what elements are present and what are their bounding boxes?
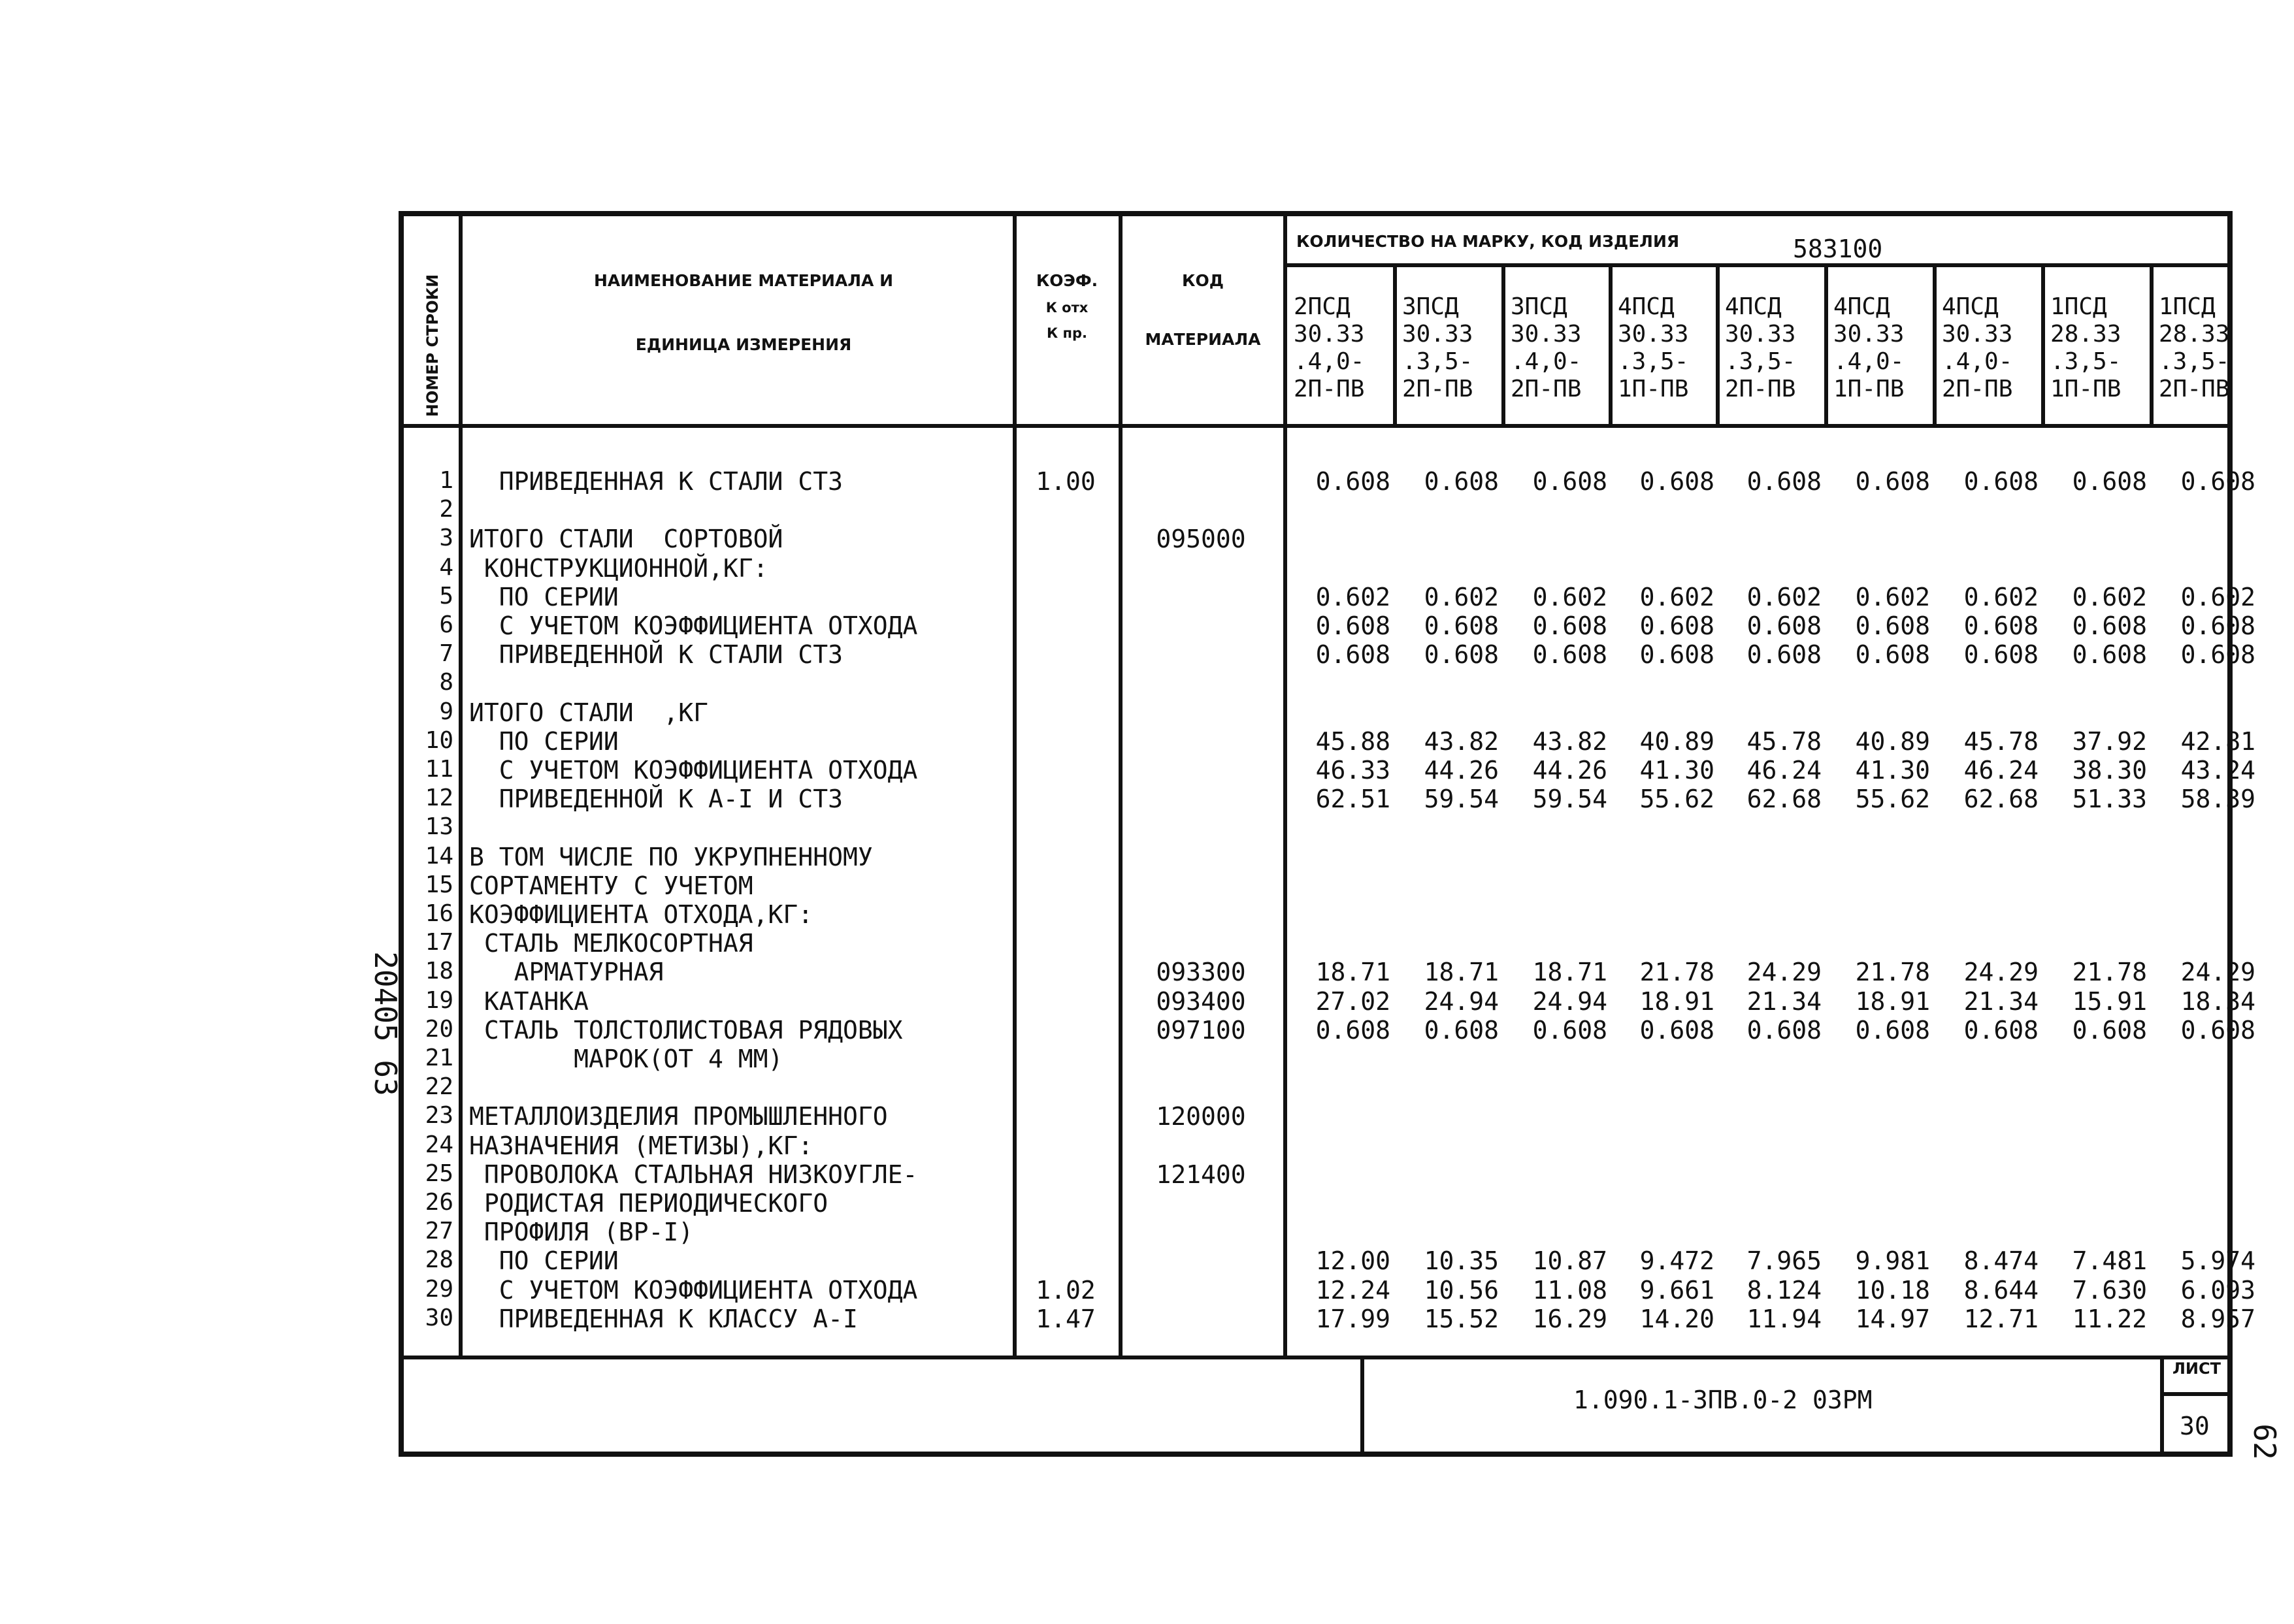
column-header: [1511, 293, 1581, 403]
divider: [2041, 263, 2045, 427]
row-number: 3: [439, 525, 453, 552]
material-name: МЕТАЛЛОИЗДЕЛИЯ ПРОМЫШЛЕННОГО: [469, 1102, 888, 1131]
name-header: [489, 271, 998, 291]
material-name: НАЗНАЧЕНИЯ (МЕТИЗЫ),КГ:: [469, 1131, 813, 1160]
column-header-line: 30.33: [1833, 321, 1905, 348]
quantity-value: 62.68: [1746, 785, 1822, 814]
quantity-value: 59.54: [1532, 785, 1607, 814]
quantity-value: 5.974: [2180, 1246, 2255, 1276]
column-header: [1294, 293, 1364, 403]
quantity-value: 8.124: [1746, 1275, 1822, 1305]
quantity-value: 0.608: [1746, 467, 1822, 496]
quantity-value: 40.89: [1639, 726, 1714, 756]
quantity-value: 0.602: [2072, 582, 2147, 611]
column-header-line: .3,5-: [2050, 348, 2122, 375]
divider: [1013, 216, 1017, 1359]
divider: [1716, 263, 1720, 427]
column-header-line: 28.33: [2050, 321, 2122, 348]
quantity-value: 58.39: [2180, 785, 2255, 814]
divider: [1824, 263, 1828, 427]
quantity-value: 18.71: [1532, 958, 1607, 987]
material-name: ПРИВЕДЕННОЙ К А-I И СТ3: [469, 785, 843, 814]
material-name: ИТОГО СТАЛИ ,КГ: [469, 698, 709, 727]
quantity-value: 0.608: [2072, 1015, 2147, 1045]
quantity-value: 18.34: [2180, 986, 2255, 1016]
quantity-value: 0.608: [1639, 640, 1714, 670]
quantity-value: 0.608: [1315, 467, 1390, 496]
quantity-value: 0.608: [1855, 640, 1930, 670]
column-header-line: 4ПСД: [1942, 293, 1999, 320]
divider: [1501, 263, 1505, 427]
quantity-value: 62.51: [1315, 785, 1390, 814]
code-header-line-2: МАТЕРИАЛА: [1145, 330, 1261, 349]
quantity-value: 0.608: [1532, 611, 1607, 640]
row-number: 14: [425, 842, 453, 869]
divider: [1393, 263, 1397, 427]
quantity-value: 0.608: [2072, 640, 2147, 670]
column-header-line: 30.33: [1402, 321, 1473, 348]
coef-header-line-1: КОЭФ.: [1036, 271, 1098, 290]
quantity-value: 15.91: [2072, 986, 2147, 1016]
quantity-value: 14.20: [1639, 1304, 1714, 1333]
row-number: 28: [425, 1246, 453, 1274]
quantity-value: 7.965: [1746, 1246, 1822, 1276]
code-header-line-1: КОД: [1182, 271, 1224, 290]
quantity-value: 0.608: [1424, 611, 1499, 640]
material-name: ПО СЕРИИ: [469, 726, 619, 756]
quantity-value: 44.26: [1532, 756, 1607, 785]
column-header-line: 1П-ПВ: [1833, 376, 1905, 402]
sheet-label: ЛИСТ: [2172, 1359, 2221, 1378]
quantity-value: 62.68: [1963, 785, 2039, 814]
column-header-line: .4,0-: [1942, 348, 2013, 375]
column-header-line: 1П-ПВ: [2050, 376, 2122, 402]
quantity-value: 0.608: [1963, 611, 2039, 640]
quantity-value: 12.24: [1315, 1275, 1390, 1305]
row-number: 8: [439, 669, 453, 696]
quantity-value: 9.661: [1639, 1275, 1714, 1305]
left-margin-note: 20405 63: [368, 951, 403, 1096]
row-number: 21: [425, 1045, 453, 1071]
row-number: 9: [439, 698, 453, 725]
quantity-value: 6.093: [2180, 1275, 2255, 1305]
quantity-value: 17.99: [1315, 1304, 1390, 1333]
column-header: [1618, 293, 1688, 403]
quantity-value: 0.608: [1963, 467, 2039, 496]
quantity-value: 18.91: [1639, 986, 1714, 1016]
quantity-value: 7.630: [2072, 1275, 2147, 1305]
column-header-line: 2П-ПВ: [1725, 376, 1796, 402]
divider: [1119, 216, 1122, 1359]
row-number: 6: [439, 611, 453, 638]
quantity-value: 0.608: [1963, 640, 2039, 670]
quantity-value: 0.608: [1639, 611, 1714, 640]
row-number: 29: [425, 1275, 453, 1303]
material-name: ПО СЕРИИ: [469, 582, 619, 611]
quantity-value: 0.608: [1532, 1015, 1607, 1045]
quantity-value: 43.82: [1424, 726, 1499, 756]
column-header-line: 1П-ПВ: [1618, 376, 1689, 402]
quantity-value: 41.30: [1639, 756, 1714, 785]
row-number: 17: [425, 929, 453, 956]
row-number: 13: [425, 813, 453, 841]
quantity-value: 0.608: [1424, 640, 1499, 670]
row-number: 4: [439, 553, 453, 581]
material-name: АРМАТУРНАЯ: [469, 958, 664, 987]
quantity-value: 55.62: [1855, 785, 1930, 814]
quantity-value: 0.602: [1963, 582, 2039, 611]
quantity-value: 18.71: [1315, 958, 1390, 987]
column-header-line: 30.33: [1618, 321, 1689, 348]
coefficient: 1.00: [1036, 467, 1096, 496]
quantity-value: 10.18: [1855, 1275, 1930, 1305]
quantity-value: 0.608: [1532, 640, 1607, 670]
column-header-line: 28.33: [2159, 321, 2230, 348]
quantity-value: 0.608: [1424, 467, 1499, 496]
coefficient: 1.02: [1036, 1275, 1096, 1305]
quantity-value: 38.30: [2072, 756, 2147, 785]
quantity-value: 42.81: [2180, 726, 2255, 756]
quantity-value: 45.88: [1315, 726, 1390, 756]
quantity-value: 8.474: [1963, 1246, 2039, 1276]
quantity-value: 43.82: [1532, 726, 1607, 756]
divider: [404, 424, 2231, 428]
column-header-line: 1ПСД: [2159, 293, 2216, 320]
quantity-value: 37.92: [2072, 726, 2147, 756]
row-number: 26: [425, 1189, 453, 1216]
column-header-line: .3,5-: [1402, 348, 1473, 375]
material-name: ПРОВОЛОКА СТАЛЬНАЯ НИЗКОУГЛЕ-: [469, 1160, 918, 1189]
row-number: 7: [439, 640, 453, 668]
material-code: 121400: [1156, 1160, 1246, 1189]
material-name: ПРИВЕДЕННОЙ К СТАЛИ СТ3: [469, 640, 843, 670]
material-name: ПО СЕРИИ: [469, 1246, 619, 1276]
quantity-value: 0.608: [1855, 611, 1930, 640]
column-header-line: 2ПСД: [1294, 293, 1351, 320]
row-number: 22: [425, 1073, 453, 1101]
quantity-value: 24.29: [1963, 958, 2039, 987]
column-header-line: 2П-ПВ: [2159, 376, 2230, 402]
quantity-value: 0.608: [1746, 640, 1822, 670]
quantity-value: 0.602: [1315, 582, 1390, 611]
coef-header-line-3: К пр.: [1047, 325, 1087, 342]
column-header-line: 3ПСД: [1511, 293, 1567, 320]
material-code: 093400: [1156, 986, 1246, 1016]
quantity-value: 0.602: [1532, 582, 1607, 611]
material-code: 120000: [1156, 1102, 1246, 1131]
column-header-line: 2П-ПВ: [1942, 376, 2013, 402]
quantity-value: 21.34: [1746, 986, 1822, 1016]
quantity-value: 0.608: [1532, 467, 1607, 496]
quantity-header: КОЛИЧЕСТВО НА МАРКУ, КОД ИЗДЕЛИЯ: [1296, 232, 1680, 251]
column-header-line: 30.33: [1511, 321, 1582, 348]
material-name: В ТОМ ЧИСЛЕ ПО УКРУПНЕННОМУ: [469, 842, 873, 871]
quantity-value: 16.29: [1532, 1304, 1607, 1333]
quantity-value: 0.608: [1963, 1015, 2039, 1045]
row-number: 20: [425, 1015, 453, 1043]
quantity-value: 8.644: [1963, 1275, 2039, 1305]
quantity-value: 0.608: [1855, 467, 1930, 496]
quantity-value: 11.22: [2072, 1304, 2147, 1333]
row-number: 19: [425, 986, 453, 1014]
column-header-line: .4,0-: [1294, 348, 1365, 375]
material-name: С УЧЕТОМ КОЭФФИЦИЕНТА ОТХОДА: [469, 611, 918, 640]
quantity-value: 14.97: [1855, 1304, 1930, 1333]
divider: [2160, 1356, 2164, 1453]
column-header-line: .3,5-: [1725, 348, 1796, 375]
material-code: 097100: [1156, 1015, 1246, 1045]
row-number: 23: [425, 1102, 453, 1129]
material-name: ПРИВЕДЕННАЯ К СТАЛИ СТ3: [469, 467, 843, 496]
column-header-line: 30.33: [1725, 321, 1796, 348]
column-header: [1942, 293, 2012, 403]
sheet-number: 30: [2180, 1412, 2210, 1440]
quantity-value: 21.34: [1963, 986, 2039, 1016]
quantity-value: 0.608: [2072, 467, 2147, 496]
column-header-line: .4,0-: [1833, 348, 1905, 375]
quantity-value: 0.608: [1855, 1015, 1930, 1045]
material-name: КАТАНКА: [469, 986, 589, 1016]
quantity-value: 0.602: [1639, 582, 1714, 611]
quantity-value: 0.608: [1746, 611, 1822, 640]
material-name: СОРТАМЕНТУ С УЧЕТОМ: [469, 871, 753, 900]
column-header-line: 3ПСД: [1402, 293, 1459, 320]
column-header-line: 4ПСД: [1618, 293, 1675, 320]
quantity-value: 10.87: [1532, 1246, 1607, 1276]
quantity-value: 21.78: [1855, 958, 1930, 987]
divider: [1360, 1356, 1364, 1453]
quantity-value: 0.608: [2072, 611, 2147, 640]
quantity-value: 12.00: [1315, 1246, 1390, 1276]
quantity-value: 24.94: [1532, 986, 1607, 1016]
material-name: С УЧЕТОМ КОЭФФИЦИЕНТА ОТХОДА: [469, 1275, 918, 1305]
quantity-value: 12.71: [1963, 1304, 2039, 1333]
column-header-line: 30.33: [1942, 321, 2013, 348]
row-number: 25: [425, 1160, 453, 1187]
row-number: 12: [425, 785, 453, 812]
divider: [459, 216, 463, 1359]
column-header: [1833, 293, 1904, 403]
quantity-value: 46.24: [1746, 756, 1822, 785]
quantity-value: 10.35: [1424, 1246, 1499, 1276]
coef-header-line-2: К отх: [1045, 300, 1089, 316]
material-name: МАРОК(ОТ 4 ММ): [469, 1045, 783, 1073]
quantity-value: 18.91: [1855, 986, 1930, 1016]
quantity-value: 9.981: [1855, 1246, 1930, 1276]
column-header: [2159, 293, 2229, 403]
row-number: 18: [425, 958, 453, 985]
quantity-value: 0.608: [2180, 467, 2255, 496]
divider: [2160, 1392, 2231, 1396]
quantity-value: 0.608: [1424, 1015, 1499, 1045]
quantity-value: 0.608: [1639, 1015, 1714, 1045]
divider: [1933, 263, 1937, 427]
material-name: КОЭФФИЦИЕНТА ОТХОДА,КГ:: [469, 900, 813, 929]
right-margin-note: 62: [2247, 1423, 2282, 1460]
quantity-value: 46.33: [1315, 756, 1390, 785]
column-header-line: .3,5-: [1618, 348, 1689, 375]
quantity-value: 9.472: [1639, 1246, 1714, 1276]
row-number: 27: [425, 1218, 453, 1245]
quantity-value: 45.78: [1746, 726, 1822, 756]
material-name: ИТОГО СТАЛИ СОРТОВОЙ: [469, 525, 783, 554]
column-header-line: .3,5-: [2159, 348, 2230, 375]
quantity-value: 7.481: [2072, 1246, 2147, 1276]
column-header-line: 2П-ПВ: [1294, 376, 1365, 402]
divider: [1283, 263, 2231, 267]
quantity-value: 0.608: [1315, 1015, 1390, 1045]
quantity-value: 0.602: [2180, 582, 2255, 611]
quantity-value: 0.608: [2180, 611, 2255, 640]
material-name: КОНСТРУКЦИОННОЙ,КГ:: [469, 553, 768, 583]
row-number: 11: [425, 756, 453, 783]
column-header-line: 2П-ПВ: [1511, 376, 1582, 402]
column-header-line: 2П-ПВ: [1402, 376, 1473, 402]
column-header-line: 4ПСД: [1833, 293, 1890, 320]
column-header-line: .4,0-: [1511, 348, 1582, 375]
row-number: 24: [425, 1131, 453, 1158]
quantity-value: 46.24: [1963, 756, 2039, 785]
quantity-value: 45.78: [1963, 726, 2039, 756]
quantity-value: 43.24: [2180, 756, 2255, 785]
column-header-line: 1ПСД: [2050, 293, 2107, 320]
quantity-value: 18.71: [1424, 958, 1499, 987]
column-header-line: 4ПСД: [1725, 293, 1782, 320]
material-name: С УЧЕТОМ КОЭФФИЦИЕНТА ОТХОДА: [469, 756, 918, 785]
quantity-value: 51.33: [2072, 785, 2147, 814]
row-number: 1: [439, 467, 453, 494]
quantity-value: 0.608: [1315, 640, 1390, 670]
row-number: 16: [425, 900, 453, 927]
quantity-value: 44.26: [1424, 756, 1499, 785]
quantity-value: 0.608: [2180, 1015, 2255, 1045]
document-designation: 1.090.1-3ПВ.0-2 03РМ: [1573, 1386, 1873, 1414]
quantity-value: 11.08: [1532, 1275, 1607, 1305]
column-header-line: 30.33: [1294, 321, 1365, 348]
product-code: 583100: [1793, 235, 1883, 263]
code-header: [1125, 271, 1281, 349]
material-name: ПРИВЕДЕННАЯ К КЛАССУ А-I: [469, 1304, 858, 1333]
quantity-value: 8.957: [2180, 1304, 2255, 1333]
material-name: СТАЛЬ МЕЛКОСОРТНАЯ: [469, 929, 753, 958]
coef-header: [1018, 271, 1116, 342]
quantity-value: 0.608: [2180, 640, 2255, 670]
column-header: [1402, 293, 1473, 403]
material-statement-sheet: [399, 211, 2255, 1457]
quantity-value: 0.608: [1746, 1015, 1822, 1045]
material-code: 095000: [1156, 525, 1246, 554]
divider: [1609, 263, 1613, 427]
column-header: [2050, 293, 2121, 403]
name-header-line-2: ЕДИНИЦА ИЗМЕРЕНИЯ: [635, 335, 852, 354]
quantity-value: 27.02: [1315, 986, 1390, 1016]
quantity-value: 59.54: [1424, 785, 1499, 814]
name-header-line-1: НАИМЕНОВАНИЕ МАТЕРИАЛА И: [593, 271, 894, 290]
quantity-value: 0.602: [1746, 582, 1822, 611]
quantity-value: 40.89: [1855, 726, 1930, 756]
material-code: 093300: [1156, 958, 1246, 987]
row-number: 15: [425, 871, 453, 898]
material-name: СТАЛЬ ТОЛСТОЛИСТОВАЯ РЯДОВЫХ: [469, 1015, 903, 1045]
quantity-value: 24.29: [1746, 958, 1822, 987]
row-number: 2: [439, 496, 453, 523]
quantity-value: 24.94: [1424, 986, 1499, 1016]
quantity-value: 0.608: [1639, 467, 1714, 496]
material-name: РОДИСТАЯ ПЕРИОДИЧЕСКОГО: [469, 1189, 828, 1218]
divider: [2150, 263, 2154, 427]
row-number: 30: [425, 1304, 453, 1331]
quantity-value: 0.602: [1855, 582, 1930, 611]
quantity-value: 41.30: [1855, 756, 1930, 785]
row-number: 5: [439, 582, 453, 609]
divider: [404, 1356, 2231, 1359]
quantity-value: 24.29: [2180, 958, 2255, 987]
quantity-value: 0.608: [1315, 611, 1390, 640]
quantity-value: 10.56: [1424, 1275, 1499, 1305]
quantity-value: 0.602: [1424, 582, 1499, 611]
row-number-header: НОМЕР СТРОКИ: [423, 274, 442, 417]
quantity-value: 21.78: [2072, 958, 2147, 987]
quantity-value: 55.62: [1639, 785, 1714, 814]
material-name: ПРОФИЛЯ (ВР-I): [469, 1218, 694, 1247]
quantity-value: 21.78: [1639, 958, 1714, 987]
quantity-value: 11.94: [1746, 1304, 1822, 1333]
row-number: 10: [425, 726, 453, 754]
quantity-value: 15.52: [1424, 1304, 1499, 1333]
column-header: [1725, 293, 1795, 403]
coefficient: 1.47: [1036, 1304, 1096, 1333]
name-header-unit: [489, 335, 998, 355]
